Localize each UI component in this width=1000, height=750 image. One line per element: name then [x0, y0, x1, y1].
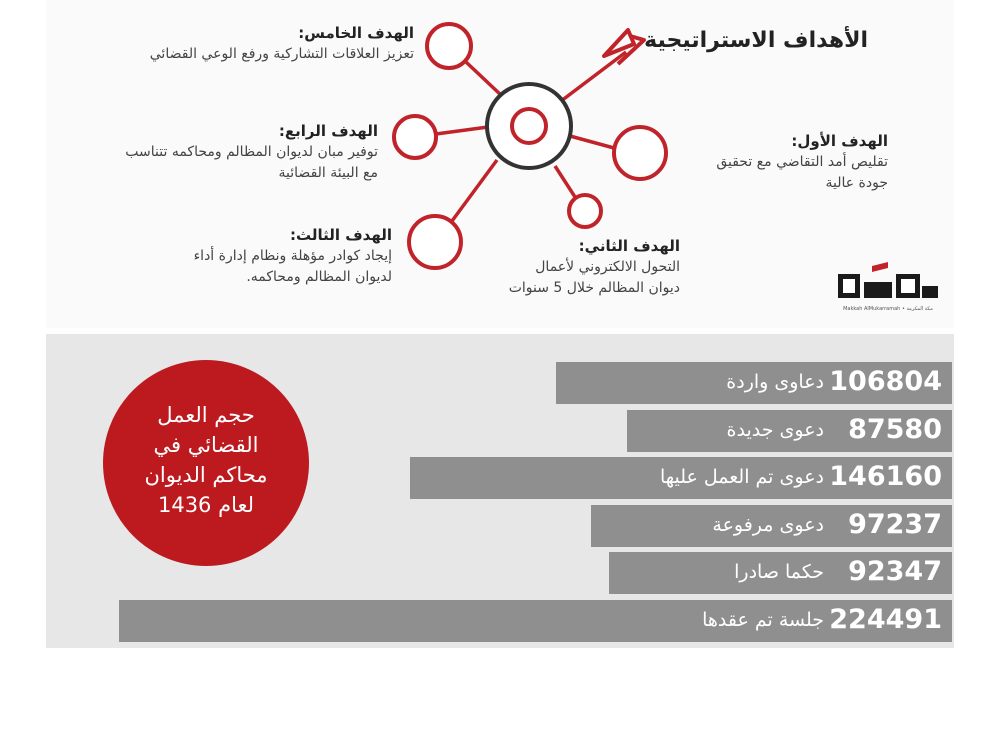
makkah-logo	[832, 258, 944, 320]
goal-1-desc-line-1: تقليص أمد التقاضي مع تحقيق	[716, 154, 888, 170]
goal-1-node	[614, 127, 666, 179]
chart-title	[103, 400, 309, 520]
page-title: الأهداف الاستراتيجية	[644, 28, 868, 53]
bar-category-label: دعاوى واردة	[726, 371, 824, 393]
bar-6	[119, 600, 952, 642]
goal-3-title: الهدف الثالث:	[289, 226, 392, 244]
chart-title-line-1: حجم العمل	[157, 403, 255, 427]
goal-2-desc-line-1: التحول الالكتروني لأعمال	[535, 259, 680, 275]
bar-2	[627, 410, 952, 452]
bar-value-label: 146160	[829, 461, 942, 492]
bar-value-label: 87580	[848, 414, 942, 445]
goal-4-node	[394, 116, 436, 158]
connector-goal-5	[466, 62, 502, 96]
arrow-icon	[604, 30, 644, 64]
bar-category-label: دعوى جديدة	[726, 419, 824, 441]
connector-goal-4	[436, 127, 488, 134]
goal-1-title: الهدف الأول:	[791, 132, 888, 150]
bar-category-label: دعوى تم العمل عليها	[659, 466, 824, 488]
goal-3-desc-line-2: لديوان المظالم ومحاكمه.	[246, 269, 392, 285]
goal-2-desc-line-2: ديوان المظالم خلال 5 سنوات	[508, 280, 680, 296]
goal-5-node	[427, 24, 471, 68]
connector-goal-3	[452, 160, 497, 221]
goal-1-desc-line-2: جودة عالية	[825, 175, 888, 191]
bar-1	[556, 362, 952, 404]
goal-4	[66, 122, 378, 184]
connector-goal-1	[570, 136, 614, 148]
goal-2-title: الهدف الثاني:	[578, 237, 680, 255]
goal-4-desc-line-2: مع البيئة القضائية	[278, 165, 378, 181]
target-inner-ring	[512, 109, 546, 143]
bar-5	[609, 552, 952, 594]
chart-title-line-2: القضائي في	[153, 433, 259, 457]
chart-title-line-4: لعام 1436	[157, 493, 255, 517]
connector-goal-2	[555, 166, 575, 197]
bar-3	[410, 457, 952, 499]
goal-2	[470, 237, 680, 299]
goal-3-desc-line-1: إيجاد كوادر مؤهلة ونظام إدارة أداء	[193, 248, 392, 264]
makkah-logo-caption: Makkah AlMukarramah • مكة المكرمة	[843, 306, 933, 312]
bar-value-label: 106804	[829, 366, 942, 397]
goal-2-node	[569, 195, 601, 227]
bar-category-label: جلسة تم عقدها	[702, 609, 824, 631]
chart-title-circle	[103, 360, 309, 566]
goal-1	[660, 132, 888, 194]
bar-4	[591, 505, 952, 547]
goal-5	[96, 24, 414, 65]
chart-title-line-3: محاكم الديوان	[144, 463, 268, 487]
goal-4-desc-line-1: توفير مبان لديوان المظالم ومحاكمه تتناسب	[125, 144, 378, 160]
bar-category-label: دعوى مرفوعة	[712, 514, 824, 536]
bar-value-label: 92347	[848, 556, 942, 587]
bar-value-label: 97237	[848, 509, 942, 540]
goal-3-node	[409, 216, 461, 268]
bar-value-label: 224491	[829, 604, 942, 635]
bar-category-label: حكما صادرا	[734, 561, 824, 583]
goal-5-desc-line-1: تعزيز العلاقات التشاركية ورفع الوعي القضائي	[149, 46, 414, 62]
goal-3	[130, 226, 392, 288]
goal-5-title: الهدف الخامس:	[298, 24, 414, 42]
goal-4-title: الهدف الرابع:	[278, 122, 378, 140]
